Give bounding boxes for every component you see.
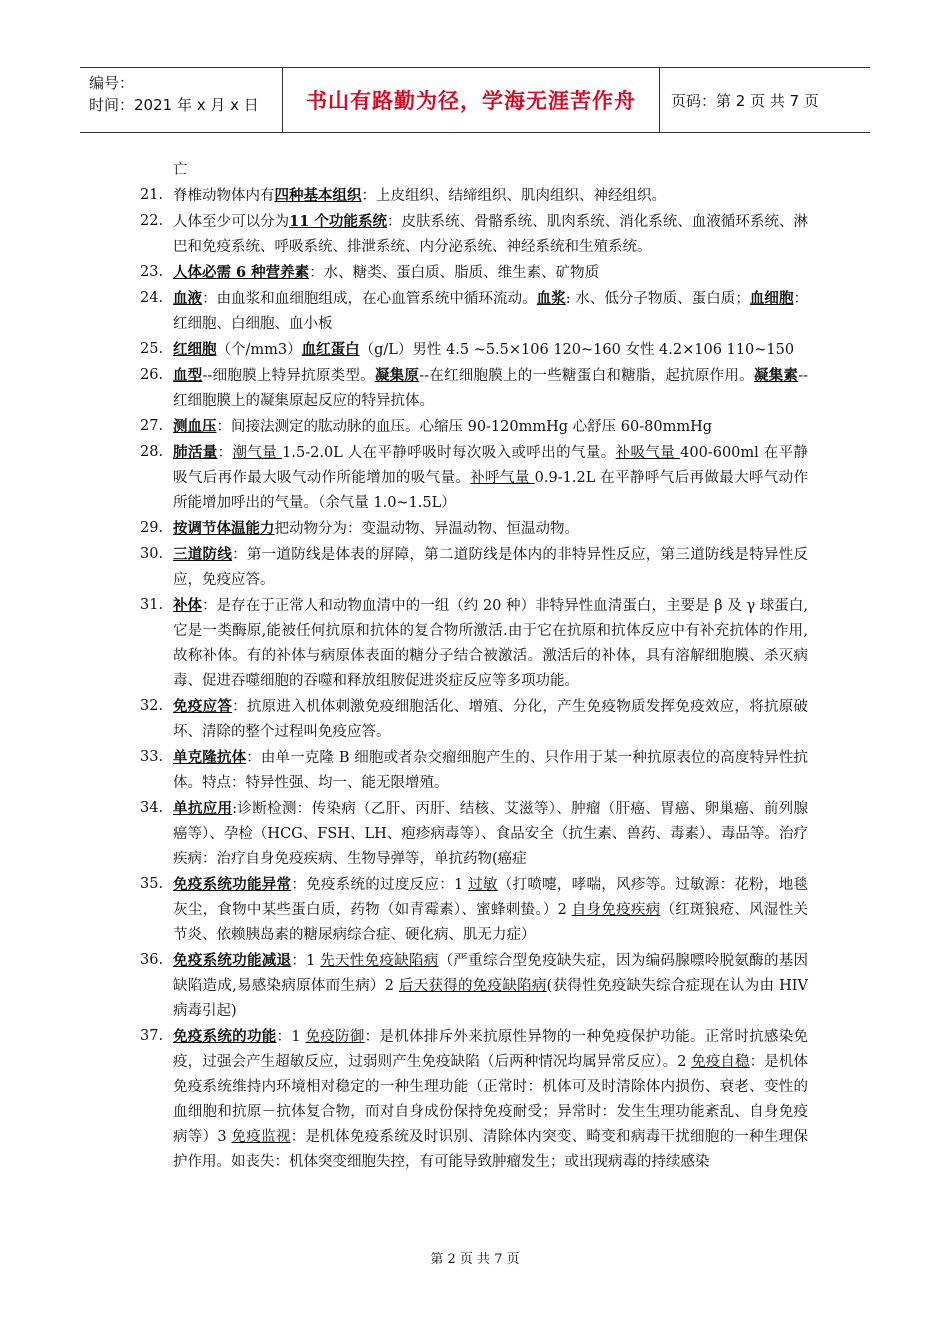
body-text: 脊椎动物体内有	[173, 188, 275, 204]
list-item	[140, 542, 808, 593]
body-text: ：上皮组织、结缔组织、肌肉组织、神经组织。	[361, 188, 666, 204]
header-page-info: 页码：第 2 页 共 7 页	[671, 91, 819, 110]
list-item	[140, 948, 808, 1024]
header-motto: 书山有路勤为径，学海无涯苦作舟	[283, 68, 660, 132]
list-item-number: 36.	[140, 952, 164, 968]
body-text: 把动物分为：变温动物、异温动物、恒温动物。	[274, 521, 579, 537]
list-item-number: 37.	[140, 1028, 164, 1044]
list-item	[140, 183, 808, 209]
list-item-number: 28.	[140, 444, 164, 460]
term-keyword: 血浆	[536, 290, 566, 307]
body-text: ：免疫系统的过度反应：1	[291, 877, 469, 893]
document-number-label: 编号：	[89, 74, 135, 92]
list-item-number: 24.	[140, 290, 164, 306]
body-text: ：1	[291, 953, 321, 969]
term-underlined: 自身免疫疾病	[571, 902, 661, 918]
term-keyword: 肺活量	[173, 444, 218, 461]
list-item	[140, 745, 808, 796]
document-date: 时间：2021 年 x 月 x 日	[89, 96, 259, 114]
term-keyword: 凝集原	[374, 367, 420, 384]
continuation-text: 亡	[173, 162, 188, 178]
body-text: ：由单一克隆 B 细胞或者杂交瘤细胞产生的、只作用于某一种抗原表位的高度特异性抗体。特点：特异性强、均一、能无限增殖。	[173, 750, 809, 791]
list-item	[140, 872, 808, 948]
term-keyword: 三道防线	[173, 546, 233, 563]
body-text: （红斑狼疮、风湿性关节炎、依赖胰岛素的糖尿病综合症、硬化病、肌无力症）	[173, 902, 808, 943]
list-item-number: 21.	[140, 187, 164, 203]
body-text: :诊断检测：传染病（乙肝、丙肝、结核、艾滋等）、肿瘤（肝癌、胃癌、卵巢癌、前列腺癌等）、孕检（HCG、FSH、LH、疱疹病毒等）、食品安全（抗生素、兽药、毒素）、毒品等。治疗疾病：治疗自身免疫疾病、生物导弹等，单抗药物(癌症	[173, 801, 808, 867]
body-text: ：是存在于正常人和动物血清中的一组（约 20 种）非特异性血清蛋白，主要是 β 及 γ 球蛋白,它是一类酶原,能被任何抗原和抗体的复合物所激活.由于它在抗原和抗体反应中有补充抗体的作用,故称补体。有的补体与病原体表面的糖分子结合被激活。激活后的补体，具有溶解细胞膜、杀灭病毒、促进吞噬细胞的吞噬和释放组胺促进炎症反应等多项功能。	[173, 598, 808, 689]
list-item	[140, 516, 808, 542]
list-item	[140, 209, 808, 260]
term-keyword: 人体必需 6 种营养素	[173, 264, 310, 281]
body-text: （个/mm3）	[216, 342, 302, 358]
list-item-number: 29.	[140, 520, 164, 536]
term-keyword: 红细胞	[173, 341, 217, 358]
body-text: ：红细胞、白细胞、血小板	[173, 291, 809, 332]
term-underlined: 补吸气量	[615, 445, 681, 461]
term-underlined: 过敏	[468, 877, 498, 893]
body-text: --红细胞膜上的凝集原起反应的特异抗体。	[173, 368, 809, 409]
body-text: (获得性免疫缺失综合症现在认为由 HIV 病毒引起)	[173, 978, 809, 1019]
list-item-number: 26.	[140, 367, 164, 383]
term-keyword: 血液	[173, 290, 203, 307]
numbered-list	[140, 183, 808, 1175]
document-body	[140, 158, 808, 1175]
list-item-number: 23.	[140, 264, 164, 280]
body-text: ：皮肤系统、骨骼系统、肌肉系统、消化系统、血液循环系统、淋巴和免疫系统、呼吸系统、排泄系统、内分泌系统、神经系统和生殖系统。	[173, 214, 809, 255]
term-keyword: 11 个功能系统	[289, 213, 387, 230]
list-item-number: 35.	[140, 876, 164, 892]
list-item-number: 34.	[140, 800, 164, 816]
body-text: ：是机体免疫系统维持内环境相对稳定的一种生理功能（正常时：机体可及时清除体内损伤、衰老、变性的血细胞和抗原－抗体复合物，而对自身成份保持免疫耐受；异常时：发生生理功能紊乱、自身免疫病等）3	[173, 1054, 809, 1145]
list-item	[140, 363, 808, 414]
header-meta	[80, 68, 283, 132]
term-keyword: 按调节体温能力	[173, 520, 275, 537]
term-underlined: 免疫自稳	[691, 1054, 750, 1070]
body-text: 0.9-1.2L 在平静呼气后再做最大呼气动作所能增加呼出的气量。（余气量 1.0~1.5L）	[173, 470, 808, 511]
term-keyword: 单抗应用	[173, 800, 233, 817]
list-item-number: 30.	[140, 546, 164, 562]
term-underlined: 先天性免疫缺陷病	[320, 953, 439, 969]
term-underlined: 免疫监视	[231, 1129, 291, 1145]
body-text: : 水、低分子物质、蛋白质；	[565, 291, 750, 307]
list-item	[140, 286, 808, 337]
term-keyword: 测血压	[173, 418, 217, 435]
list-item	[140, 1024, 808, 1175]
body-text: （打喷嚏，哮喘，风疹等。过敏源：花粉，地毯灰尘，食物中某些蛋白质，药物（如青霉素）、蜜蜂刺蛰。）2	[173, 877, 809, 918]
term-keyword: 免疫系统功能减退	[173, 952, 292, 969]
page-header	[80, 67, 870, 133]
body-text: 400-600ml 在平静吸气后再作最大吸气动作所能增加的吸气量。	[173, 445, 809, 486]
term-underlined: 后天获得的免疫缺陷病	[398, 978, 547, 994]
body-text: ：由血浆和血细胞组成，在心血管系统中循环流动。	[202, 291, 537, 307]
term-underlined: 补呼气量	[470, 470, 535, 486]
term-keyword: 四种基本组织	[274, 187, 362, 204]
list-item	[140, 796, 808, 872]
term-keyword: 免疫系统的功能	[173, 1028, 277, 1045]
list-item-number: 33.	[140, 749, 164, 765]
body-text: ：1	[276, 1029, 306, 1045]
list-item	[140, 440, 808, 516]
term-keyword: 补体	[173, 597, 203, 614]
term-keyword: 免疫系统功能异常	[173, 876, 292, 893]
term-underlined: 潮气量	[232, 445, 283, 461]
term-keyword: 凝集素	[753, 367, 799, 384]
body-text: ：	[217, 445, 233, 461]
list-item-number: 32.	[140, 698, 164, 714]
list-item-number: 25.	[140, 341, 164, 357]
body-text: 人体至少可以分为	[173, 214, 290, 230]
term-keyword: 血型	[173, 367, 203, 384]
body-text: ：是机体排斥外来抗原性异物的一种免疫保护功能。正常时抗感染免疫，过强会产生超敏反应，过弱则产生免疫缺陷（后两种情况均属异常反应）。2	[173, 1029, 809, 1070]
list-item	[140, 593, 808, 694]
body-text: ：间接法测定的肱动脉的血压。心缩压 90-120mmHg 心舒压 60-80mmHg	[216, 419, 713, 435]
list-item	[140, 260, 808, 286]
list-item	[140, 414, 808, 440]
list-item-number: 27.	[140, 418, 164, 434]
body-text: ：第一道防线是体表的屏障，第二道防线是体内的非特异性反应，第三道防线是特异性反应，免疫应答。	[173, 547, 809, 588]
list-item-number: 31.	[140, 597, 164, 613]
page-footer: 第 2 页 共 7 页	[430, 1252, 520, 1267]
body-text: ：水、糖类、蛋白质、脂质、维生素、矿物质	[309, 265, 600, 281]
body-text: 1.5-2.0L 人在平静呼吸时每次吸入或呼出的气量。	[282, 445, 616, 461]
term-keyword: 血细胞	[749, 290, 794, 307]
body-text: --在红细胞膜上的一些糖蛋白和糖脂，起抗原作用。	[419, 368, 754, 384]
body-text: ：是机体免疫系统及时识别、清除体内突变、畸变和病毒干扰细胞的一种生理保护作用。如丧失：机体突变细胞失控，有可能导致肿瘤发生；或出现病毒的持续感染	[173, 1129, 809, 1170]
term-keyword: 血红蛋白	[301, 341, 360, 358]
list-item-number: 22.	[140, 213, 164, 229]
body-text: （严重综合型免疫缺失症，因为编码腺嘌呤脱氨酶的基因缺陷造成,易感染病原体而生病）2	[173, 953, 809, 994]
list-item	[140, 694, 808, 745]
body-text: --细胞膜上特异抗原类型。	[202, 368, 375, 384]
body-text: （g/L）男性 4.5 ~5.5×106 120~160 女性 4.2×106 110~150	[359, 342, 795, 358]
term-keyword: 单克隆抗体	[173, 749, 247, 766]
term-underlined: 免疫防御	[305, 1029, 365, 1045]
term-keyword: 免疫应答	[173, 698, 233, 715]
body-text: ：抗原进入机体刺激免疫细胞活化、增殖、分化，产生免疫物质发挥免疫效应，将抗原破坏、清除的整个过程叫免疫应答。	[173, 699, 809, 740]
list-item	[140, 337, 808, 363]
